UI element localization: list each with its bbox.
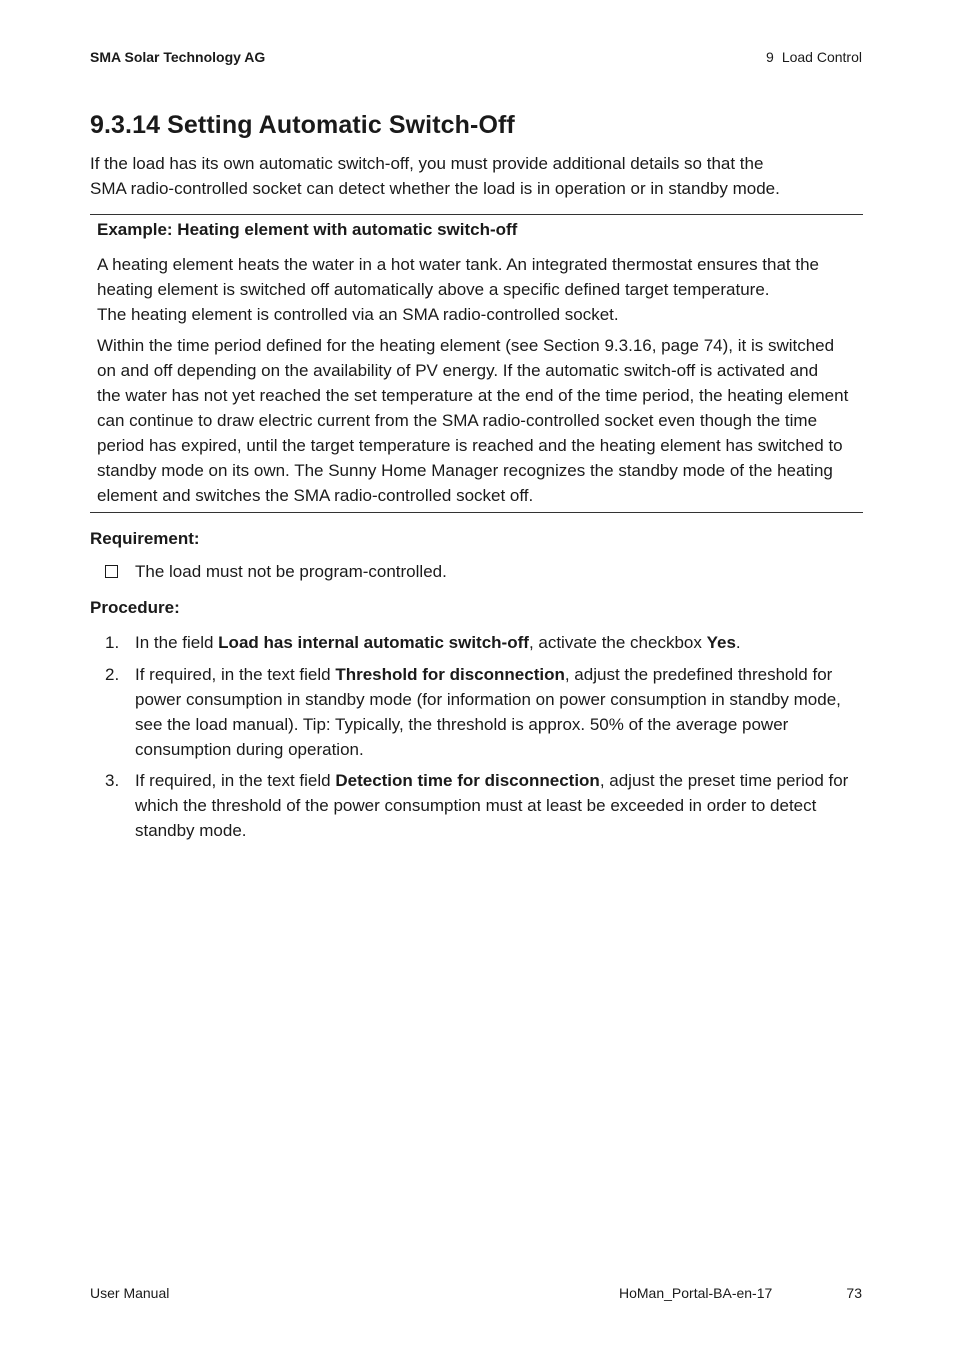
- step-text-part: .: [735, 633, 741, 652]
- example-line: standby mode on its own. The Sunny Home Manager recognizes the standby mode of the heating: [97, 461, 833, 480]
- step-text: [135, 768, 865, 843]
- example-line: The heating element is controlled via an SMA radio-controlled socket.: [97, 305, 619, 324]
- procedure-title: Procedure:: [90, 598, 180, 617]
- chapter-number: 9: [766, 49, 774, 65]
- checkbox-square-icon: [105, 565, 118, 578]
- step-number: 2.: [105, 665, 120, 684]
- requirement-text: The load must not be program-controlled.: [135, 562, 447, 581]
- example-line: can continue to draw electric current from the SMA radio-controlled socket even though the time: [97, 411, 818, 430]
- example-line: element and switches the SMA radio-controlled socket off.: [97, 486, 534, 505]
- chapter-title: Load Control: [781, 49, 862, 65]
- section-intro: [90, 151, 870, 201]
- example-paragraph-1: [97, 252, 859, 327]
- field-name: Load has internal automatic switch-off: [218, 633, 529, 652]
- section-title: 9.3.14 Setting Automatic Switch-Off: [90, 111, 515, 139]
- example-line: period has expired, until the target temperature is reached and the heating element has switched to: [97, 436, 843, 455]
- step-number: 1.: [105, 633, 120, 652]
- intro-line: SMA radio-controlled socket can detect whether the load is in operation or in standby mode.: [90, 179, 780, 198]
- step-text-part: If required, in the text field: [135, 771, 336, 790]
- step-text-part: If required, in the text field: [135, 665, 336, 684]
- header-company: SMA Solar Technology AG: [90, 49, 266, 65]
- checkbox-value: Yes: [706, 633, 736, 652]
- page-number: 73: [846, 1285, 862, 1301]
- example-line: heating element is switched off automatically above a specific defined target temperature.: [97, 280, 770, 299]
- example-line: Within the time period defined for the heating element (see Section 9.3.16, page 74), it is switched: [97, 336, 835, 355]
- footer-doc-code: HoMan_Portal-BA-en-17: [619, 1285, 773, 1301]
- requirement-item: [105, 559, 447, 584]
- step-text: [135, 630, 865, 655]
- requirement-title: Requirement:: [90, 529, 200, 548]
- footer-doc-type: User Manual: [90, 1285, 170, 1301]
- example-line: on and off depending on the availability of PV energy. If the automatic switch-off is activated and: [97, 361, 819, 380]
- field-name: Threshold for disconnection: [335, 665, 565, 684]
- intro-line: If the load has its own automatic switch-off, you must provide additional details so that the: [90, 154, 764, 173]
- step-text-part: In the field: [135, 633, 219, 652]
- field-name: Detection time for disconnection: [335, 771, 600, 790]
- step-text-part: , adjust the predefined threshold for power consumption in standby mode (for information on power consumption in standby mode, see the load manual). Tip: Typically, the threshold is approx. 50% of the average power consumption during operation.: [135, 665, 841, 759]
- step-text-part: , adjust the preset time period for which the threshold of the power consumption must at least be exceeded in order to detect standby mode.: [135, 771, 849, 840]
- step-text-part: , activate the checkbox: [528, 633, 707, 652]
- example-title: Example: Heating element with automatic switch-off: [97, 220, 518, 239]
- example-paragraph-2: [97, 333, 859, 508]
- example-line: A heating element heats the water in a hot water tank. An integrated thermostat ensures that the: [97, 255, 820, 274]
- example-box: [90, 214, 863, 513]
- step-number: 3.: [105, 771, 120, 790]
- step-text: [135, 662, 865, 762]
- example-line: the water has not yet reached the set temperature at the end of the time period, the heating element: [97, 386, 849, 405]
- header-chapter: [766, 49, 862, 65]
